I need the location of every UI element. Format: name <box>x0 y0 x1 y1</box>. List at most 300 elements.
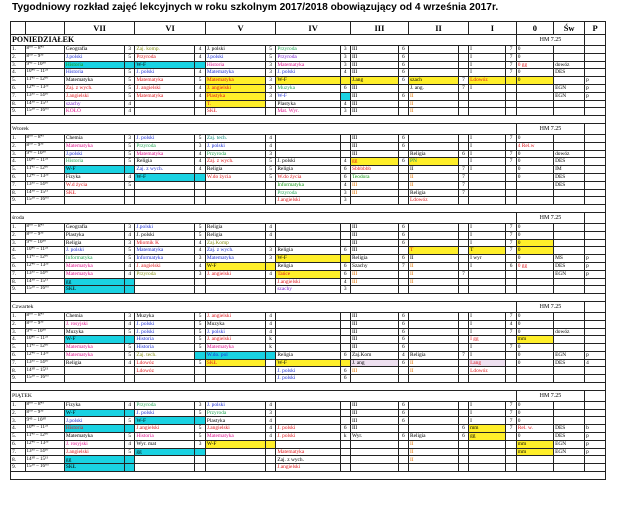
lesson-hours: 11⁴⁵ – 12³⁰ <box>25 344 64 352</box>
subject-cell <box>585 286 606 294</box>
room-cell <box>458 328 468 336</box>
header-class-cell: Św <box>554 22 585 35</box>
room-cell <box>124 189 134 197</box>
subject-cell <box>276 312 340 320</box>
lesson-number: 8. <box>11 367 26 375</box>
subject-cell <box>585 158 606 166</box>
room-cell <box>458 456 468 464</box>
lesson-row <box>11 409 606 417</box>
lesson-number: 9. <box>11 286 26 294</box>
subject-cell <box>64 375 124 383</box>
lesson-hours: 11⁴⁵ – 12³⁰ <box>25 433 64 441</box>
lesson-number: 1. <box>11 223 26 231</box>
subject-cell: II <box>408 166 458 174</box>
subject-cell <box>408 312 458 320</box>
room-cell: 3 <box>340 286 350 294</box>
lesson-row <box>11 375 606 383</box>
room-cell <box>265 262 275 270</box>
header-class-cell: VII <box>64 22 134 35</box>
subject-cell <box>276 417 340 425</box>
subject-cell: I <box>469 61 506 69</box>
room-cell: 6 <box>398 77 408 85</box>
room-cell: 4 <box>340 278 350 286</box>
subject-cell <box>205 464 265 472</box>
lesson-row <box>11 286 606 294</box>
subject-cell <box>135 108 195 116</box>
subject-cell <box>205 278 265 286</box>
room-cell: 4 <box>506 320 516 328</box>
room-cell: 3 <box>265 409 275 417</box>
subject-cell: W-F <box>276 359 340 367</box>
subject-cell: W-F <box>135 61 195 69</box>
subject-cell <box>135 464 195 472</box>
subject-cell: Matematyka <box>205 77 265 85</box>
header-class-cell: VI <box>135 22 205 35</box>
subject-cell: Historia <box>64 61 124 69</box>
room-cell <box>398 464 408 472</box>
room-cell: 6 <box>398 239 408 247</box>
room-cell: 3 <box>340 61 350 69</box>
lesson-row <box>11 100 606 108</box>
subject-cell: J.angielski <box>276 197 340 205</box>
subject-cell: T. <box>205 100 265 108</box>
room-cell: 6 <box>398 401 408 409</box>
lesson-number: 4. <box>11 158 26 166</box>
subject-cell: II <box>408 367 458 375</box>
subject-cell: III <box>350 231 398 239</box>
subject-cell: II <box>408 255 458 263</box>
room-cell <box>458 359 468 367</box>
separator-cell <box>11 116 606 124</box>
subject-cell: Religia <box>205 166 265 174</box>
subject-cell <box>554 409 585 417</box>
subject-cell: Fizyka <box>64 173 124 181</box>
subject-cell: III <box>350 92 398 100</box>
room-cell <box>340 409 350 417</box>
lesson-row <box>11 134 606 142</box>
day-header-row <box>11 390 606 401</box>
subject-cell: 0 <box>516 77 553 85</box>
room-cell: 7 <box>506 53 516 61</box>
room-cell <box>398 286 408 294</box>
subject-cell: II <box>408 262 458 270</box>
lesson-hours: 8⁵⁰ – 9³⁵ <box>25 231 64 239</box>
lesson-hours: 10⁴⁰ – 11²⁵ <box>25 158 64 166</box>
room-cell: 5 <box>265 158 275 166</box>
subject-cell: Matematyka <box>64 270 124 278</box>
subject-cell <box>408 401 458 409</box>
room-cell <box>506 100 516 108</box>
subject-cell: KOŁO <box>64 108 124 116</box>
subject-cell: J. polski <box>276 69 340 77</box>
subject-cell: DES <box>554 262 585 270</box>
subject-cell: Szachy <box>350 262 398 270</box>
lesson-number: 2. <box>11 231 26 239</box>
lesson-row <box>11 255 606 263</box>
room-cell: 5 <box>124 328 134 336</box>
room-cell: 4 <box>124 108 134 116</box>
lesson-hours: 9⁴⁵ – 10³⁰ <box>25 417 64 425</box>
subject-cell: p <box>585 440 606 448</box>
subject-cell: p <box>585 92 606 100</box>
lesson-number: 7. <box>11 270 26 278</box>
lesson-row <box>11 417 606 425</box>
room-cell <box>124 166 134 174</box>
subject-cell: II <box>408 448 458 456</box>
subject-cell <box>408 328 458 336</box>
lesson-hours: 8⁰⁰ – 8⁴⁵ <box>25 401 64 409</box>
subject-cell <box>585 69 606 77</box>
subject-cell: dowóz <box>554 150 585 158</box>
lesson-hours: 14³⁰ – 15¹⁵ <box>25 456 64 464</box>
room-cell: 5 <box>124 181 134 189</box>
subject-cell: DES <box>554 425 585 433</box>
room-cell <box>340 223 350 231</box>
room-cell <box>398 270 408 278</box>
subject-cell: J. angielski <box>205 84 265 92</box>
room-cell: 5 <box>124 448 134 456</box>
room-cell <box>398 278 408 286</box>
room-cell: 4 <box>265 433 275 441</box>
room-cell <box>340 231 350 239</box>
room-cell: 3 <box>340 46 350 54</box>
subject-cell <box>350 464 398 472</box>
subject-cell <box>554 46 585 54</box>
lesson-row <box>11 223 606 231</box>
subject-cell: II <box>408 440 458 448</box>
room-cell <box>340 344 350 352</box>
room-cell: 4 <box>265 328 275 336</box>
room-cell: 5 <box>124 84 134 92</box>
room-cell: 5 <box>195 312 205 320</box>
room-cell: 4 <box>124 320 134 328</box>
room-cell <box>398 197 408 205</box>
room-cell <box>458 375 468 383</box>
room-cell <box>506 92 516 100</box>
subject-cell: J.polski <box>64 150 124 158</box>
lesson-number: 5. <box>11 433 26 441</box>
room-cell: 3 <box>340 189 350 197</box>
room-cell: 6 <box>398 134 408 142</box>
header-class-cell: 0 <box>516 22 553 35</box>
subject-cell: J. ang <box>350 359 398 367</box>
lesson-hours: 14³⁰ – 15¹⁵ <box>25 278 64 286</box>
subject-cell: p <box>585 351 606 359</box>
room-cell <box>506 270 516 278</box>
subject-cell: Wyr. mat <box>135 440 195 448</box>
subject-cell: J.angielski <box>276 278 340 286</box>
separator-cell <box>11 383 606 391</box>
subject-cell <box>205 448 265 456</box>
lesson-hours: 8⁵⁰ – 9³⁵ <box>25 409 64 417</box>
room-cell <box>124 464 134 472</box>
room-cell <box>124 197 134 205</box>
subject-cell <box>469 189 506 197</box>
subject-cell <box>276 328 340 336</box>
subject-cell: Plastyka <box>276 100 340 108</box>
lesson-hours: 14³⁰ – 15¹⁵ <box>25 189 64 197</box>
room-cell <box>458 320 468 328</box>
room-cell: 7 <box>458 166 468 174</box>
room-cell <box>195 108 205 116</box>
room-cell: 5 <box>195 231 205 239</box>
subject-cell <box>135 286 195 294</box>
lesson-hours: 12⁴⁰ – 13²⁵ <box>25 173 64 181</box>
room-cell <box>340 336 350 344</box>
lesson-number: 4. <box>11 69 26 77</box>
room-cell: 3 <box>124 223 134 231</box>
subject-cell: III <box>350 69 398 77</box>
timetable <box>10 21 606 480</box>
header-class-cell: IV <box>276 22 351 35</box>
room-cell <box>195 464 205 472</box>
lesson-number: 3. <box>11 239 26 247</box>
room-cell: 5 <box>195 359 205 367</box>
day-header-row <box>11 35 606 46</box>
subject-cell: ŚKŁ <box>64 189 124 197</box>
subject-cell: Chemia <box>64 134 124 142</box>
room-cell <box>458 100 468 108</box>
room-cell <box>398 425 408 433</box>
subject-cell: p <box>585 84 606 92</box>
subject-cell: Mat. Wyr. <box>276 108 340 116</box>
subject-cell: W-F <box>205 262 265 270</box>
subject-cell: 0 <box>516 433 553 441</box>
room-cell <box>340 417 350 425</box>
room-cell <box>506 77 516 85</box>
room-cell: 7 <box>506 158 516 166</box>
room-cell: 3 <box>265 84 275 92</box>
lesson-row <box>11 166 606 174</box>
room-cell: 4 <box>124 401 134 409</box>
room-cell <box>340 77 350 85</box>
subject-cell <box>554 53 585 61</box>
room-cell: 5 <box>124 77 134 85</box>
subject-cell <box>554 239 585 247</box>
subject-cell <box>585 409 606 417</box>
subject-cell <box>64 367 124 375</box>
room-cell <box>265 359 275 367</box>
subject-cell: III <box>350 181 398 189</box>
room-cell <box>124 456 134 464</box>
room-cell <box>340 401 350 409</box>
subject-cell: Plastyka <box>205 417 265 425</box>
room-cell: 4 <box>265 134 275 142</box>
subject-cell: J.polski <box>135 223 195 231</box>
room-cell: 3 <box>124 134 134 142</box>
lesson-row <box>11 359 606 367</box>
subject-cell <box>135 456 195 464</box>
room-cell: 7 <box>398 262 408 270</box>
room-cell: 6 <box>340 375 350 383</box>
lesson-row <box>11 344 606 352</box>
lesson-hours: 12⁴⁰ – 13²⁵ <box>25 440 64 448</box>
lesson-hours: 8⁰⁰ – 8⁴⁵ <box>25 223 64 231</box>
subject-cell: EGN <box>554 351 585 359</box>
lesson-row <box>11 173 606 181</box>
subject-cell: DES <box>554 433 585 441</box>
room-cell: 3 <box>265 92 275 100</box>
lesson-hours: 9⁴⁵ – 10³⁰ <box>25 239 64 247</box>
room-cell <box>506 286 516 294</box>
subject-cell <box>554 77 585 85</box>
lesson-number: 7. <box>11 92 26 100</box>
room-cell <box>506 375 516 383</box>
subject-cell: p <box>585 255 606 263</box>
room-cell <box>265 464 275 472</box>
room-cell <box>195 61 205 69</box>
subject-cell: Historia <box>135 336 195 344</box>
lesson-number: 1. <box>11 401 26 409</box>
room-cell: 3 <box>340 53 350 61</box>
subject-cell <box>276 344 340 352</box>
lesson-row <box>11 351 606 359</box>
subject-cell: Matematyka <box>276 448 340 456</box>
lesson-hours: 13³⁵ – 14²⁰ <box>25 359 64 367</box>
subject-cell <box>408 464 458 472</box>
subject-cell: J. polski <box>276 375 340 383</box>
subject-cell <box>135 100 195 108</box>
subject-cell: J.angielski <box>64 92 124 100</box>
subject-cell <box>585 239 606 247</box>
subject-cell: J. polski <box>64 247 124 255</box>
subject-cell: 0 <box>516 158 553 166</box>
subject-cell <box>554 336 585 344</box>
lesson-row <box>11 401 606 409</box>
subject-cell: EGN <box>554 270 585 278</box>
subject-cell: W-F <box>135 417 195 425</box>
day-separator <box>11 294 606 302</box>
subject-cell: Ldowóz <box>469 77 506 85</box>
lesson-number: 8. <box>11 456 26 464</box>
subject-cell <box>408 142 458 150</box>
room-cell: 5 <box>265 53 275 61</box>
room-cell: 6 <box>398 61 408 69</box>
subject-cell: Historia <box>64 69 124 77</box>
lesson-row <box>11 270 606 278</box>
room-cell: 5 <box>265 166 275 174</box>
room-cell: 6 <box>340 351 350 359</box>
subject-cell <box>585 46 606 54</box>
room-cell <box>195 375 205 383</box>
room-cell <box>340 448 350 456</box>
subject-cell: Przyroda <box>205 150 265 158</box>
room-cell <box>195 173 205 181</box>
subject-cell: Religia <box>350 255 398 263</box>
subject-cell <box>585 231 606 239</box>
room-cell <box>398 173 408 181</box>
lesson-row <box>11 464 606 472</box>
subject-cell: Religia <box>276 166 340 174</box>
subject-cell <box>585 173 606 181</box>
subject-cell <box>469 440 506 448</box>
subject-cell <box>469 92 506 100</box>
subject-cell: W.do życia <box>205 173 265 181</box>
room-cell <box>458 409 468 417</box>
room-cell: 6 <box>398 46 408 54</box>
room-cell <box>265 278 275 286</box>
subject-cell <box>64 197 124 205</box>
subject-cell: p <box>585 270 606 278</box>
room-cell: 6 <box>340 425 350 433</box>
lesson-row <box>11 312 606 320</box>
subject-cell: Informatyka <box>64 255 124 263</box>
subject-cell: Matematyka <box>64 351 124 359</box>
room-cell <box>506 456 516 464</box>
subject-cell: III <box>350 425 398 433</box>
room-cell <box>398 166 408 174</box>
subject-cell <box>276 223 340 231</box>
room-cell <box>458 286 468 294</box>
lesson-row <box>11 278 606 286</box>
subject-cell: I <box>469 401 506 409</box>
lesson-hours: 10⁴⁰ – 11²⁵ <box>25 69 64 77</box>
room-cell: 5 <box>265 46 275 54</box>
lesson-row <box>11 328 606 336</box>
room-cell: 7 <box>506 150 516 158</box>
lesson-number: 2. <box>11 409 26 417</box>
room-cell <box>265 351 275 359</box>
room-cell: 6 <box>398 433 408 441</box>
room-cell: 4 <box>265 320 275 328</box>
room-cell <box>458 134 468 142</box>
empty-cell <box>585 390 606 401</box>
room-cell <box>458 223 468 231</box>
room-cell <box>265 181 275 189</box>
room-cell: 7 <box>506 344 516 352</box>
subject-cell <box>135 278 195 286</box>
room-cell: 6 <box>398 69 408 77</box>
subject-cell: DES <box>554 181 585 189</box>
lesson-number: 6. <box>11 351 26 359</box>
subject-cell <box>585 401 606 409</box>
lesson-number: 5. <box>11 344 26 352</box>
room-cell: 5 <box>265 173 275 181</box>
room-cell: 7 <box>506 223 516 231</box>
room-cell: 6 <box>398 158 408 166</box>
room-cell <box>506 197 516 205</box>
subject-cell <box>585 417 606 425</box>
subject-cell: 0 <box>516 173 553 181</box>
subject-cell <box>516 92 553 100</box>
subject-cell: gg <box>135 448 195 456</box>
room-cell: 7 <box>458 173 468 181</box>
header-class-cell: V <box>205 22 275 35</box>
subject-cell: Informatyka <box>135 255 195 263</box>
subject-cell <box>585 312 606 320</box>
lesson-hours: 8⁵⁰ – 9³⁵ <box>25 142 64 150</box>
subject-cell: III <box>350 409 398 417</box>
empty-cell <box>585 301 606 312</box>
lesson-row <box>11 69 606 77</box>
subject-cell <box>585 344 606 352</box>
subject-cell: szachy <box>276 286 340 294</box>
subject-cell: III <box>350 108 398 116</box>
room-cell: 5 <box>195 425 205 433</box>
room-cell <box>195 100 205 108</box>
subject-cell <box>469 456 506 464</box>
room-cell: 5 <box>195 320 205 328</box>
room-cell <box>506 351 516 359</box>
day-name: Czwartek <box>11 301 517 312</box>
lesson-row <box>11 336 606 344</box>
room-cell <box>124 336 134 344</box>
subject-cell: W-F <box>64 409 124 417</box>
lesson-hours: 8⁰⁰ – 8⁴⁵ <box>25 312 64 320</box>
subject-cell: Matematyka <box>135 150 195 158</box>
room-cell: 4 <box>265 401 275 409</box>
room-cell <box>506 433 516 441</box>
